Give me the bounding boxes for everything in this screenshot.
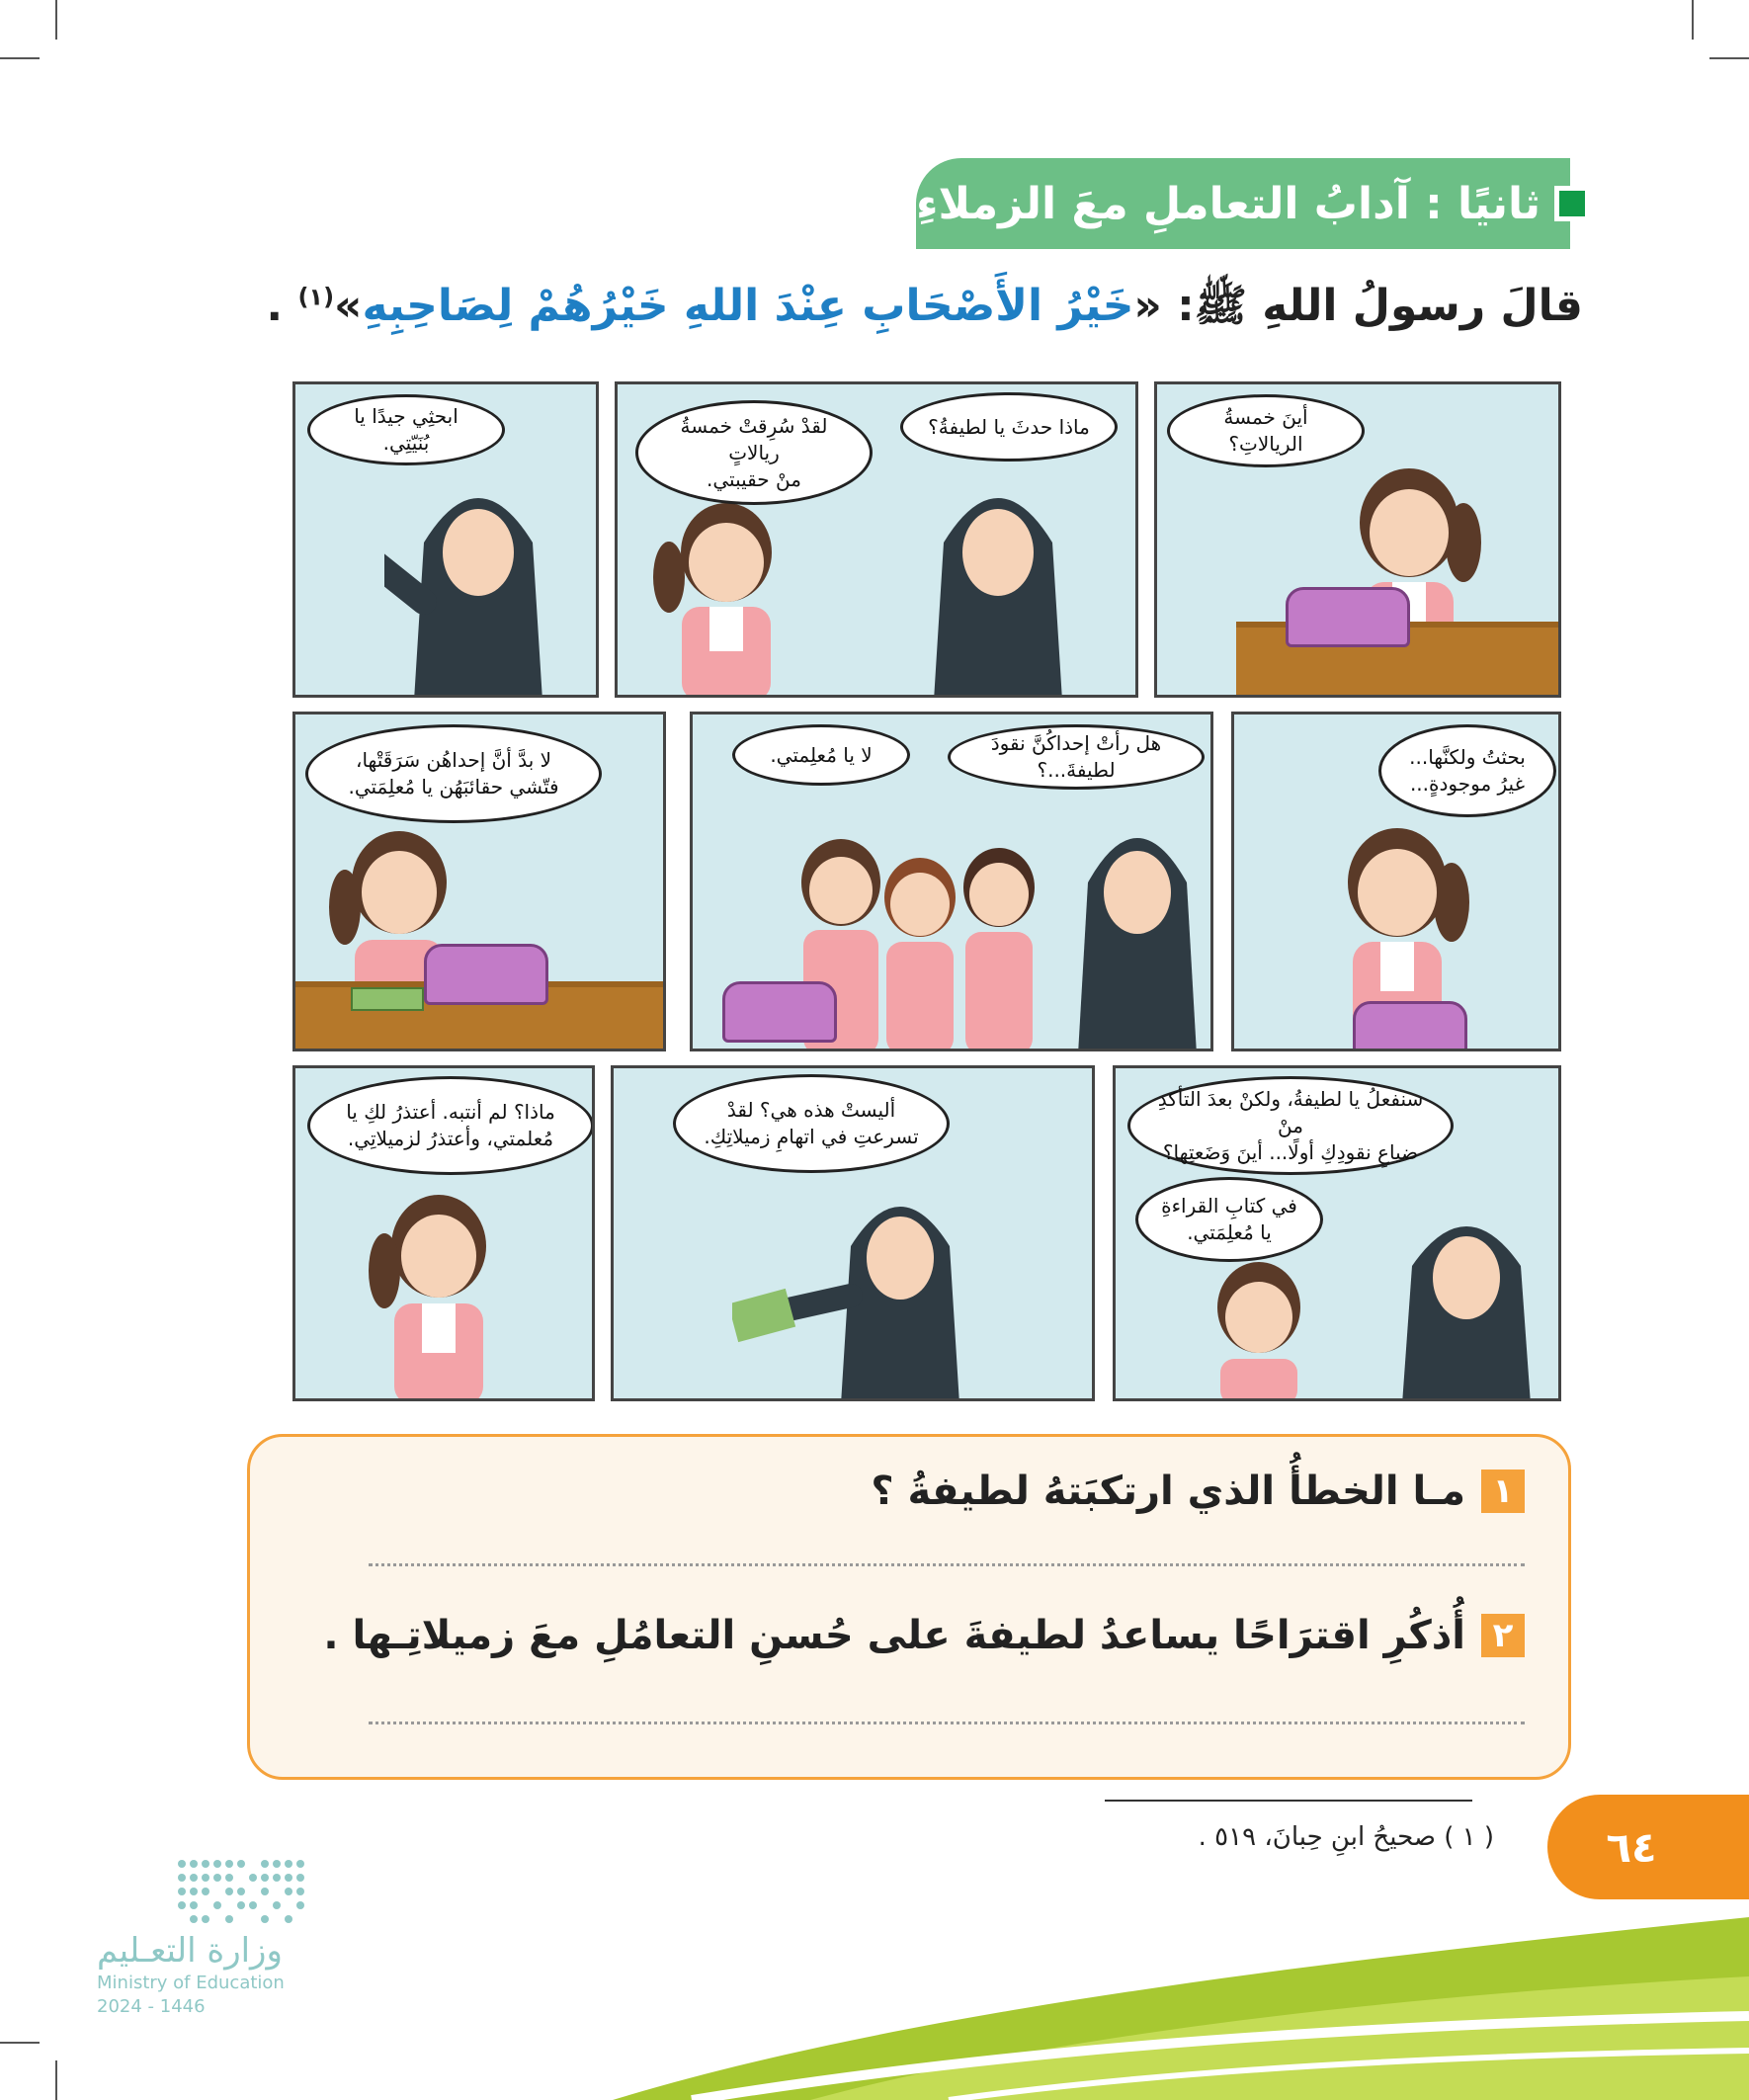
- teacher-figure: [914, 454, 1082, 698]
- speech-bubble: ابحثِي جيدًا يا بُنَيّتِي.: [307, 394, 505, 465]
- student-figure: [355, 1187, 523, 1401]
- crop-mark: [0, 57, 40, 59]
- crop-mark: [1709, 57, 1749, 59]
- speech-bubble: أليستْ هذه هي؟ لقدْ تسرعتِ في اتهامِ زميلاتِكِ.: [673, 1074, 950, 1173]
- comic-panel-6: [292, 712, 666, 1051]
- comic-panel-8: [611, 1065, 1095, 1401]
- comic-strip: [292, 372, 1561, 1401]
- speech-bubble: ماذا؟ لم أنتبه. أعتذرُ لكِ يا مُعلمتي، وأعتذرُ لزميلاتِي.: [307, 1076, 594, 1175]
- purple-bag: [1286, 587, 1410, 647]
- student-figure: [647, 493, 805, 698]
- ministry-logo-icon: [91, 1854, 358, 1933]
- teacher-figure: [384, 454, 572, 698]
- footnote-marker: (١): [297, 283, 335, 311]
- speech-bubble: لقدْ سُرِقتْ خمسةُ ريالاتٍ منْ حقيبتي.: [635, 400, 873, 505]
- comic-panel-3: [292, 381, 599, 698]
- purple-bag: [1353, 1001, 1467, 1051]
- comic-panel-4: [1231, 712, 1561, 1051]
- section-header: [916, 158, 1570, 249]
- speech-bubble: هل رأتْ إحداكُنَّ نقودَ لطيفةَ...؟: [948, 724, 1205, 790]
- crop-mark: [1692, 0, 1694, 40]
- question-2: [323, 1613, 1525, 1658]
- crop-mark: [55, 0, 57, 40]
- comic-panel-7: [1113, 1065, 1561, 1401]
- ministry-year: 2024 - 1446: [97, 1996, 206, 2017]
- comic-panel-9: [292, 1065, 595, 1401]
- hadith-closing: »: [334, 281, 363, 331]
- teacher-figure: [732, 1167, 989, 1401]
- question-text: أُذكُرِ اقترَاحًا يساعدُ لطيفةَ على حُسنِ التعامُلِ معَ زميلاتِـها .: [323, 1613, 1465, 1658]
- question-number: ١: [1481, 1470, 1525, 1513]
- hadith-quote: خَيْرُ الأَصْحَابِ عِنْدَ اللهِ خَيْرُهُمْ لِصَاحِبِهِ: [362, 281, 1134, 331]
- section-title: ثانيًا : آدابُ التعاملِ معَ الزملاءِ: [916, 178, 1541, 229]
- purple-bag: [722, 981, 837, 1043]
- questions-box: [247, 1434, 1571, 1780]
- speech-bubble: سنفعلُ يا لطيفةُ، ولكنْ بعدَ التأكدِ منْ ضياعِ نقودِكِ أولًا... أينَ وَضَعتِها؟: [1127, 1076, 1454, 1175]
- ministry-name-arabic: وزارة التعـليم: [97, 1931, 283, 1971]
- speech-bubble: أينَ خمسةُ الريالاتِ؟: [1167, 394, 1365, 467]
- footnote: ( ١ ) صحيحُ ابنِ حِبانَ، ٥١٩ .: [1198, 1822, 1494, 1852]
- hadith-end: .: [266, 281, 298, 331]
- speech-bubble: لا بدَّ أنَّ إحداهُن سَرَقَتْها، فتّشي حقائبَهُن يا مُعلِمَتي.: [305, 724, 602, 823]
- teacher-figure: [1382, 1187, 1550, 1401]
- speech-bubble: بحثتُ ولكنَّها... غيرُ موجودةٍ...: [1378, 724, 1556, 817]
- hadith-text: [266, 279, 1583, 342]
- speech-bubble: لا يا مُعلِمتي.: [732, 724, 910, 786]
- question-text: مـا الخطأُ الذي ارتكبَتهُ لطيفةُ ؟: [871, 1469, 1465, 1514]
- question-1: [871, 1469, 1525, 1514]
- student-figure: [1185, 1256, 1333, 1401]
- page-number: ٦٤: [1547, 1795, 1749, 1899]
- green-book: [351, 987, 424, 1011]
- purple-bag: [424, 944, 548, 1005]
- question-number: ٢: [1481, 1614, 1525, 1657]
- hadith-intro: قالَ رسولُ اللهِ ﷺ: «: [1133, 281, 1583, 331]
- footnote-divider: [1105, 1800, 1472, 1802]
- answer-line[interactable]: [369, 1563, 1525, 1566]
- speech-bubble: في كتابِ القراءةِ يا مُعلِمَتي.: [1135, 1177, 1323, 1262]
- answer-line[interactable]: [369, 1722, 1525, 1724]
- comic-panel-5: [690, 712, 1213, 1051]
- comic-panel-1: [1154, 381, 1561, 698]
- comic-panel-2: [615, 381, 1138, 698]
- speech-bubble: ماذا حدثَ يا لطيفةُ؟: [900, 392, 1118, 462]
- ministry-name-english: Ministry of Education: [97, 1973, 285, 1993]
- square-bullet-icon: [1554, 186, 1590, 221]
- teacher-figure: [1058, 794, 1213, 1051]
